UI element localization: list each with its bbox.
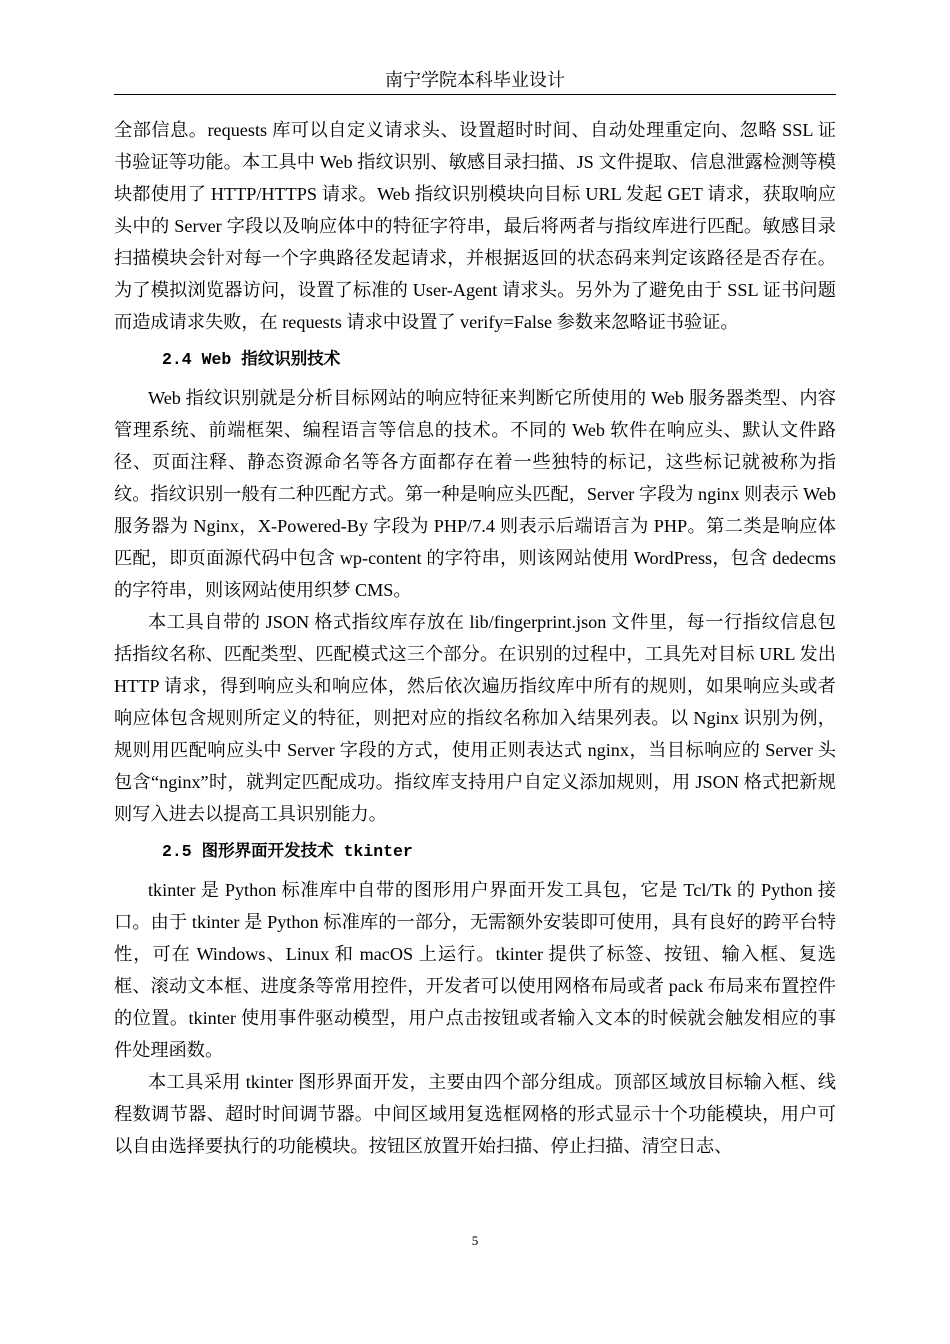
- page-number: 5: [471, 1233, 479, 1248]
- page-header: 南宁学院本科毕业设计: [385, 70, 565, 90]
- header-divider: [114, 94, 836, 95]
- paragraph-2-4-a: Web 指纹识别就是分析目标网站的响应特征来判断它所使用的 Web 服务器类型、内容管理系统、前端框架、编程语言等信息的技术。不同的 Web 软件在响应头、默认文件路径、页面注释、静态资源命名等各方面都存在着一些独特的标记，这些标记就被称为指纹。指纹识别一般有二种匹配方式。第一种是响应头匹配，Server 字段为 nginx 则表示 Web 服务器为 Nginx，X-Powered-By 字段为 PHP/7.4 则表示后端语言为 PHP。第二类是响应体匹配，即页面源代码中包含 wp-content 的字符串，则该网站使用 WordPress，包含 dedecms 的字符串，则该网站使用织梦 CMS。: [114, 388, 836, 600]
- paragraph-2-4-b: 本工具自带的 JSON 格式指纹库存放在 lib/fingerprint.json 文件里，每一行指纹信息包括指纹名称、匹配类型、匹配模式这三个部分。在识别的过程中，工具先对目标 URL 发出 HTTP 请求，得到响应头和响应体，然后依次遍历指纹库中所有的规则，如果响应头或者响应体包含规则所定义的特征，则把对应的指纹名称加入结果列表。以 Nginx 识别为例，规则用匹配响应头中 Server 字段的方式，使用正则表达式 nginx，当目标响应的 Server 头包含“nginx”时，就判定匹配成功。指纹库支持用户自定义添加规则，用 JSON 格式把新规则写入进去以提高工具识别能力。: [114, 612, 836, 824]
- section-heading-2-4: 2.4 Web 指纹识别技术: [162, 350, 341, 369]
- document-body: [114, 114, 836, 1162]
- paragraph-intro: 全部信息。requests 库可以自定义请求头、设置超时时间、自动处理重定向、忽略 SSL 证书验证等功能。本工具中 Web 指纹识别、敏感目录扫描、JS 文件提取、信息泄露检测等模块都使用了 HTTP/HTTPS 请求。Web 指纹识别模块向目标 URL 发起 GET 请求，获取响应头中的 Server 字段以及响应体中的特征字符串，最后将两者与指纹库进行匹配。敏感目录扫描模块会针对每一个字典路径发起请求，并根据返回的状态码来判定该路径是否存在。为了模拟浏览器访问，设置了标准的 User-Agent 请求头。另外为了避免由于 SSL 证书问题而造成请求失败，在 requests 请求中设置了 verify=False 参数来忽略证书验证。: [114, 120, 836, 332]
- paragraph-2-5-b: 本工具采用 tkinter 图形界面开发，主要由四个部分组成。顶部区域放目标输入框、线程数调节器、超时时间调节器。中间区域用复选框网格的形式显示十个功能模块，用户可以自由选择要执行的功能模块。按钮区放置开始扫描、停止扫描、清空日志、: [114, 1072, 836, 1156]
- section-heading-2-5: 2.5 图形界面开发技术 tkinter: [162, 842, 413, 861]
- paragraph-2-5-a: tkinter 是 Python 标准库中自带的图形用户界面开发工具包，它是 Tcl/Tk 的 Python 接口。由于 tkinter 是 Python 标准库的一部分，无需额外安装即可使用，具有良好的跨平台特性，可在 Windows、Linux 和 macOS 上运行。tkinter 提供了标签、按钮、输入框、复选框、滚动文本框、进度条等常用控件，开发者可以使用网格布局或者 pack 布局来布置控件的位置。tkinter 使用事件驱动模型，用户点击按钮或者输入文本的时候就会触发相应的事件处理函数。: [114, 880, 836, 1060]
